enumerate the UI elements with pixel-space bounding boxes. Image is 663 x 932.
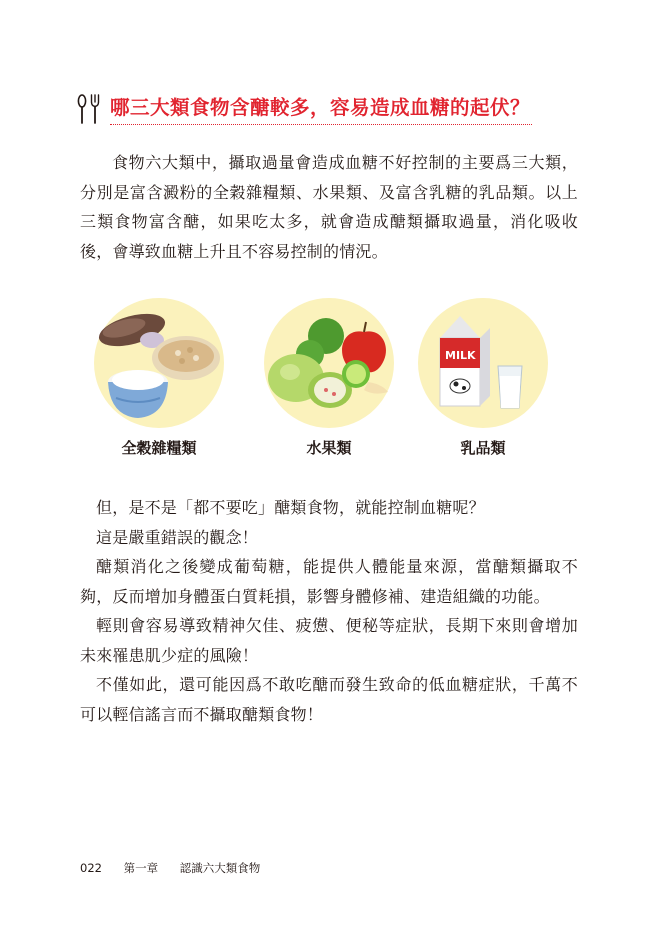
fork-spoon-icon	[76, 94, 102, 124]
heading-title: 哪三大類食物含醣較多，容易造成血糖的起伏？	[110, 96, 531, 119]
grains-icon	[94, 298, 224, 428]
chapter-title: 認識六大類食物	[179, 861, 261, 875]
body-paragraph: 但，是不是「都不要吃」醣類食物，就能控制血糖呢？	[96, 498, 485, 517]
food-label: 全穀雜糧類	[121, 439, 197, 457]
fruits-icon	[264, 298, 394, 428]
milk-icon	[418, 298, 548, 428]
food-group-grains	[94, 298, 224, 468]
body-paragraph: 醣類消化之後變成葡萄糖，能提供人體能量來源，當醣類攝取不夠，反而增加身體蛋白質耗損，影響身體修補、建造組織的功能。	[80, 557, 578, 606]
chapter-number: 第一章	[123, 861, 159, 875]
food-label: 水果類	[306, 439, 352, 457]
milk-carton-text: MILK	[445, 349, 476, 362]
food-group-fruits	[264, 298, 394, 468]
page-number: 022	[80, 861, 102, 875]
food-group-dairy	[418, 298, 548, 468]
body-paragraph: 輕則會容易導致精神欠佳、疲憊、便秘等症狀，長期下來則會增加未來罹患肌少症的風險！	[80, 616, 578, 665]
body-paragraph: 這是嚴重錯誤的觀念！	[96, 527, 259, 547]
page-footer	[80, 860, 278, 876]
body-text	[80, 493, 578, 729]
food-label: 乳品類	[460, 439, 506, 457]
section-heading	[76, 94, 532, 128]
body-paragraph: 不僅如此，還可能因爲不敢吃醣而發生致命的低血糖症狀，千萬不可以輕信謠言而不攝取醣類食物！	[80, 675, 578, 724]
intro-paragraph: 食物六大類中，攝取過量會造成血糖不好控制的主要爲三大類，分別是富含澱粉的全穀雜糧類、水果類、及富含乳糖的乳品類。以上三類食物富含醣，如果吃太多，就會造成醣類攝取過量，消化吸收後，會導致血糖上升且不容易控制的情況。	[80, 153, 578, 261]
heading-underline	[110, 124, 532, 125]
